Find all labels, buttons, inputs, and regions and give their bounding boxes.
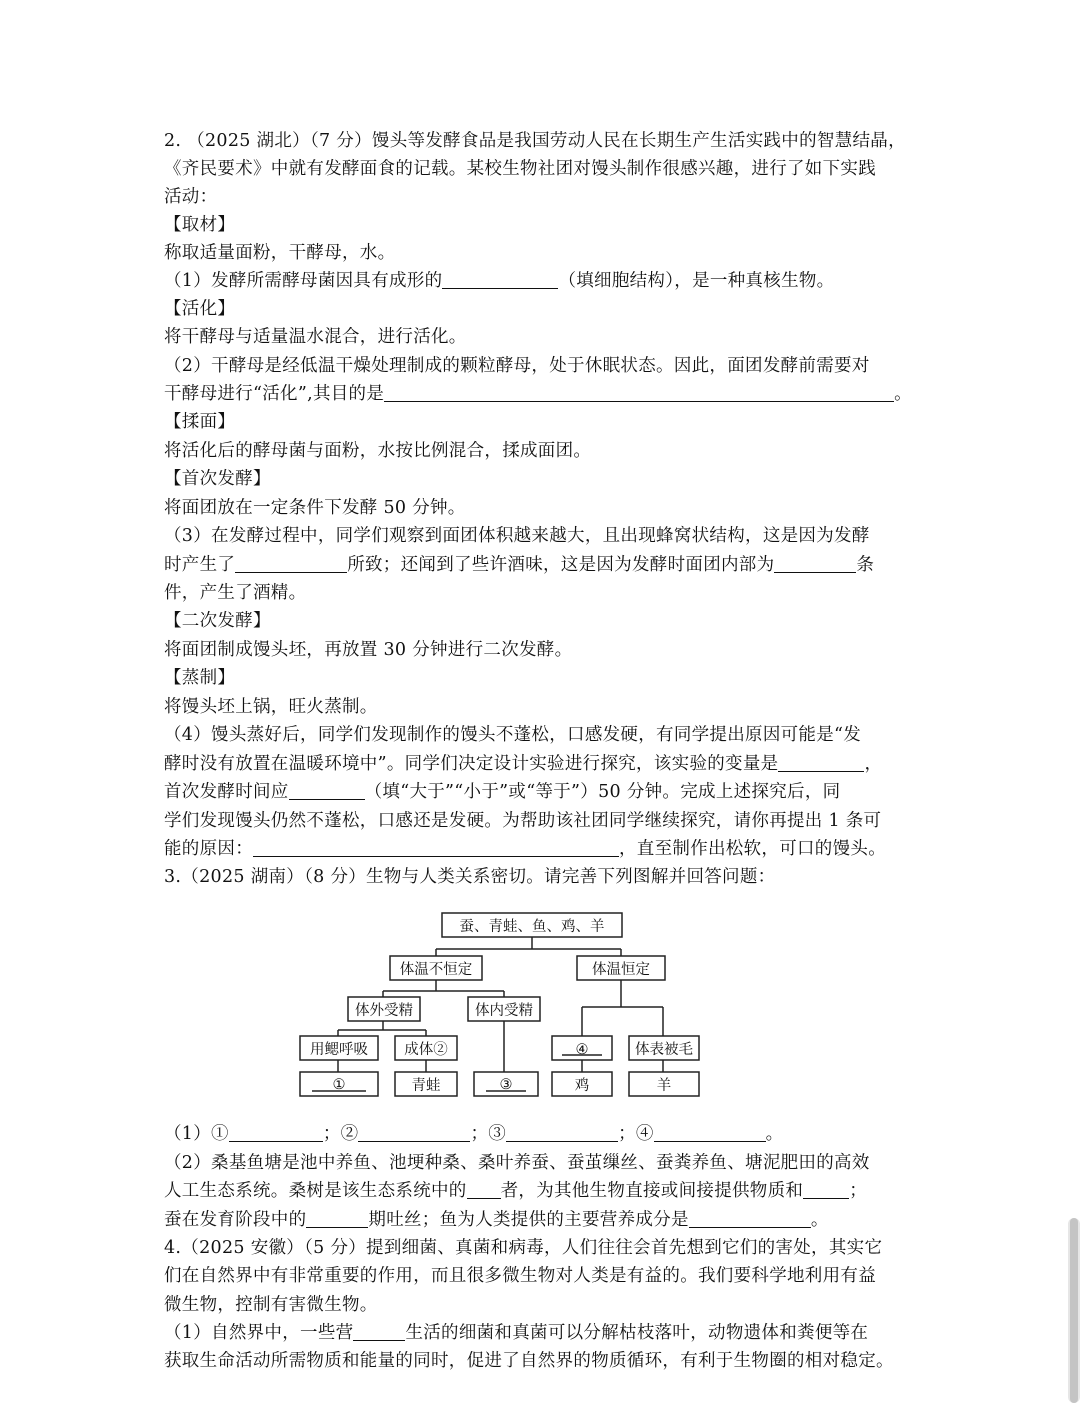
q2-sub3-text-b: 所致；还闻到了些许酒味，这是因为发酵时面团内部为 xyxy=(347,555,775,575)
answer-blank[interactable] xyxy=(774,554,856,573)
q2-sub2-text-a: 干酵母进行“活化”,其目的是 xyxy=(164,384,385,404)
diagram-chicken-text: 鸡 xyxy=(574,1078,590,1094)
answer-blank[interactable] xyxy=(689,1209,811,1228)
q3-sub2-text-a: 人工生态系统。桑树是该生态系统中的 xyxy=(164,1181,467,1201)
answer-blank[interactable] xyxy=(235,554,347,573)
answer-blank[interactable] xyxy=(358,1123,470,1142)
section-heading-zhengzhi: 【蒸制】 xyxy=(164,668,236,688)
answer-blank[interactable] xyxy=(506,1123,618,1142)
diagram-blank1-text: ① xyxy=(332,1077,346,1093)
roumian-text: 将活化后的酵母菌与面粉，水按比例混合，揉成面团。 xyxy=(164,441,592,461)
answer-blank[interactable] xyxy=(353,1322,405,1341)
section-heading-erci: 【二次发酵】 xyxy=(164,611,271,631)
q2-sub3-line-2 xyxy=(164,552,874,578)
q2-sub3-line-1: （3）在发酵过程中，同学们观察到面团体积越来越大，且出现蜂窝状结构，这是因为发酵 xyxy=(164,526,870,546)
q2-sub4-text-d: （填“大于”“小于”或“等于”）50 分钟。完成上述探究后，同 xyxy=(364,782,841,802)
diagram-blank4-text: ④ xyxy=(575,1042,589,1058)
q3-sub2-text-d: 蚕在发育阶段中的 xyxy=(164,1210,307,1230)
q3-sub2-text-b: 者，为其他生物直接或间接提供物质和 xyxy=(500,1181,804,1201)
q2-sub3-text-a: 时产生了 xyxy=(164,555,236,575)
section-heading-roumian: 【揉面】 xyxy=(164,412,236,432)
q2-sub4-line-5 xyxy=(164,836,886,862)
diagram-frog-text: 青蛙 xyxy=(411,1078,441,1094)
classification-diagram xyxy=(290,906,710,1106)
answer-blank[interactable] xyxy=(384,383,894,402)
q2-sub4-line-4: 学们发现馒头仍然不蓬松，口感还是发硬。为帮助该社团同学继续探究，请你再提出 1 条可 xyxy=(164,811,882,831)
q3-sub1 xyxy=(164,1121,783,1147)
q3-sub2-text-c: ； xyxy=(849,1181,868,1201)
diagram-gills-text: 用鳃呼吸 xyxy=(310,1042,368,1058)
q3-sub2-line-1: （2）桑基鱼塘是池中养鱼、池埂种桑、桑叶养蚕、蚕茧缫丝、蚕粪养鱼、塘泥肥田的高效 xyxy=(164,1153,870,1173)
q2-sub1-text-a: （1）发酵所需酵母菌因具有成形的 xyxy=(164,271,443,291)
q2-sub4-line-1: （4）馒头蒸好后，同学们发现制作的馒头不蓬松，口感发硬，有同学提出原因可能是“发 xyxy=(164,725,862,745)
shouci-text: 将面团放在一定条件下发酵 50 分钟。 xyxy=(164,498,466,518)
q3-sub1-text-e: 。 xyxy=(765,1124,784,1144)
q2-sub4-text-f: ，直至制作出松软，可口的馒头。 xyxy=(619,839,886,859)
answer-blank[interactable] xyxy=(253,838,619,857)
q4-intro-line-2: 们在自然界中有非常重要的作用，而且很多微生物对人类是有益的。我们要科学地利用有益 xyxy=(164,1266,876,1286)
q2-sub2-line-1: （2）干酵母是经低温干燥处理制成的颗粒酵母，处于休眠状态。因此，面团发酵前需要对 xyxy=(164,356,870,376)
q3-sub2-text-f: 。 xyxy=(810,1210,829,1230)
q2-sub2-text-b: 。 xyxy=(894,384,912,404)
q4-sub1-line-2: 获取生命活动所需物质和能量的同时，促进了自然界的物质循环，有利于生物圈的相对稳定。 xyxy=(164,1351,894,1371)
q2-sub4-line-2 xyxy=(164,751,882,777)
q2-intro-line-2: 《齐民要术》中就有发酵面食的记载。某校生物社团对馒头制作很感兴趣，进行了如下实践 xyxy=(164,159,876,179)
q2-sub4-text-b: ， xyxy=(864,754,883,774)
scrollbar-thumb[interactable] xyxy=(1070,1218,1078,1403)
q4-sub1-line-1 xyxy=(164,1320,868,1346)
section-heading-shouci: 【首次发酵】 xyxy=(164,469,271,489)
qucai-text: 称取适量面粉，干酵母，水。 xyxy=(164,243,396,263)
q2-sub4-text-c: 首次发酵时间应 xyxy=(164,782,289,802)
diagram-fur-text: 体表被毛 xyxy=(635,1042,693,1058)
q2-sub3-line-3: 件，产生了酒精。 xyxy=(164,583,307,603)
q3-sub1-text-d: ；④ xyxy=(618,1124,654,1144)
q2-sub1 xyxy=(164,268,835,294)
diagram-external-text: 体外受精 xyxy=(355,1003,413,1019)
q2-sub4-text-e: 能的原因： xyxy=(164,839,253,859)
zhengzhi-text: 将馒头坯上锅，旺火蒸制。 xyxy=(164,697,378,717)
q2-sub4-text-a: 酵时没有放置在温暖环境中”。同学们决定设计实验进行探究，该实验的变量是 xyxy=(164,754,779,774)
q2-intro-line-3: 活动： xyxy=(164,187,218,207)
diagram-stable-text: 体温恒定 xyxy=(592,962,650,978)
diagram-unstable-text: 体温不恒定 xyxy=(399,962,473,978)
diagram-blank3-text: ③ xyxy=(499,1077,513,1093)
q2-sub4-line-3 xyxy=(164,779,840,805)
q4-intro-line-1: 4.（2025 安徽）（5 分）提到细菌、真菌和病毒，人们往往会首先想到它们的害处，其实它 xyxy=(164,1238,883,1258)
answer-blank[interactable] xyxy=(803,1180,849,1199)
q3-intro: 3.（2025 湖南）（8 分）生物与人类关系密切。请完善下列图解并回答问题： xyxy=(164,867,776,887)
diagram-root-text: 蚕、青蛙、鱼、鸡、羊 xyxy=(459,919,605,935)
q3-sub1-text-c: ；③ xyxy=(470,1124,507,1144)
q3-sub2-text-e: 期吐丝；鱼为人类提供的主要营养成分是 xyxy=(368,1210,689,1230)
answer-blank[interactable] xyxy=(654,1123,766,1142)
q2-sub1-text-b: （填细胞结构），是一种真核生物。 xyxy=(558,271,835,291)
q3-sub1-text-a: （1）① xyxy=(164,1124,229,1144)
answer-blank[interactable] xyxy=(467,1180,501,1199)
diagram-adult-text: 成体② xyxy=(404,1042,448,1058)
answer-blank[interactable] xyxy=(289,781,365,800)
answer-blank[interactable] xyxy=(306,1209,368,1228)
answer-blank[interactable] xyxy=(778,753,864,772)
q3-sub1-text-b: ；② xyxy=(322,1124,359,1144)
erci-text: 将面团制成馒头坯，再放置 30 分钟进行二次发酵。 xyxy=(164,640,573,660)
q3-sub2-line-3 xyxy=(164,1207,829,1233)
vertical-scrollbar[interactable] xyxy=(1068,1218,1080,1403)
section-heading-huohua: 【活化】 xyxy=(164,299,236,319)
section-heading-qucai: 【取材】 xyxy=(164,215,236,235)
q4-sub1-text-a: （1）自然界中，一些营 xyxy=(164,1323,354,1343)
q2-sub2-line-2 xyxy=(164,381,912,407)
q4-sub1-text-b: 生活的细菌和真菌可以分解枯枝落叶，动物遗体和粪便等在 xyxy=(405,1323,869,1343)
q3-sub2-line-2 xyxy=(164,1178,867,1204)
answer-blank[interactable] xyxy=(442,270,558,289)
q2-sub3-text-c: 条 xyxy=(856,555,875,575)
q2-intro-line-1: 2. （2025 湖北）（7 分）馒头等发酵食品是我国劳动人民在长期生产生活实践中的智慧结晶， xyxy=(164,131,906,151)
diagram-internal-text: 体内受精 xyxy=(475,1003,533,1019)
huohua-text: 将干酵母与适量温水混合，进行活化。 xyxy=(164,327,467,347)
q4-intro-line-3: 微生物，控制有害微生物。 xyxy=(164,1295,378,1315)
answer-blank[interactable] xyxy=(229,1123,323,1142)
diagram-sheep-text: 羊 xyxy=(656,1078,672,1094)
